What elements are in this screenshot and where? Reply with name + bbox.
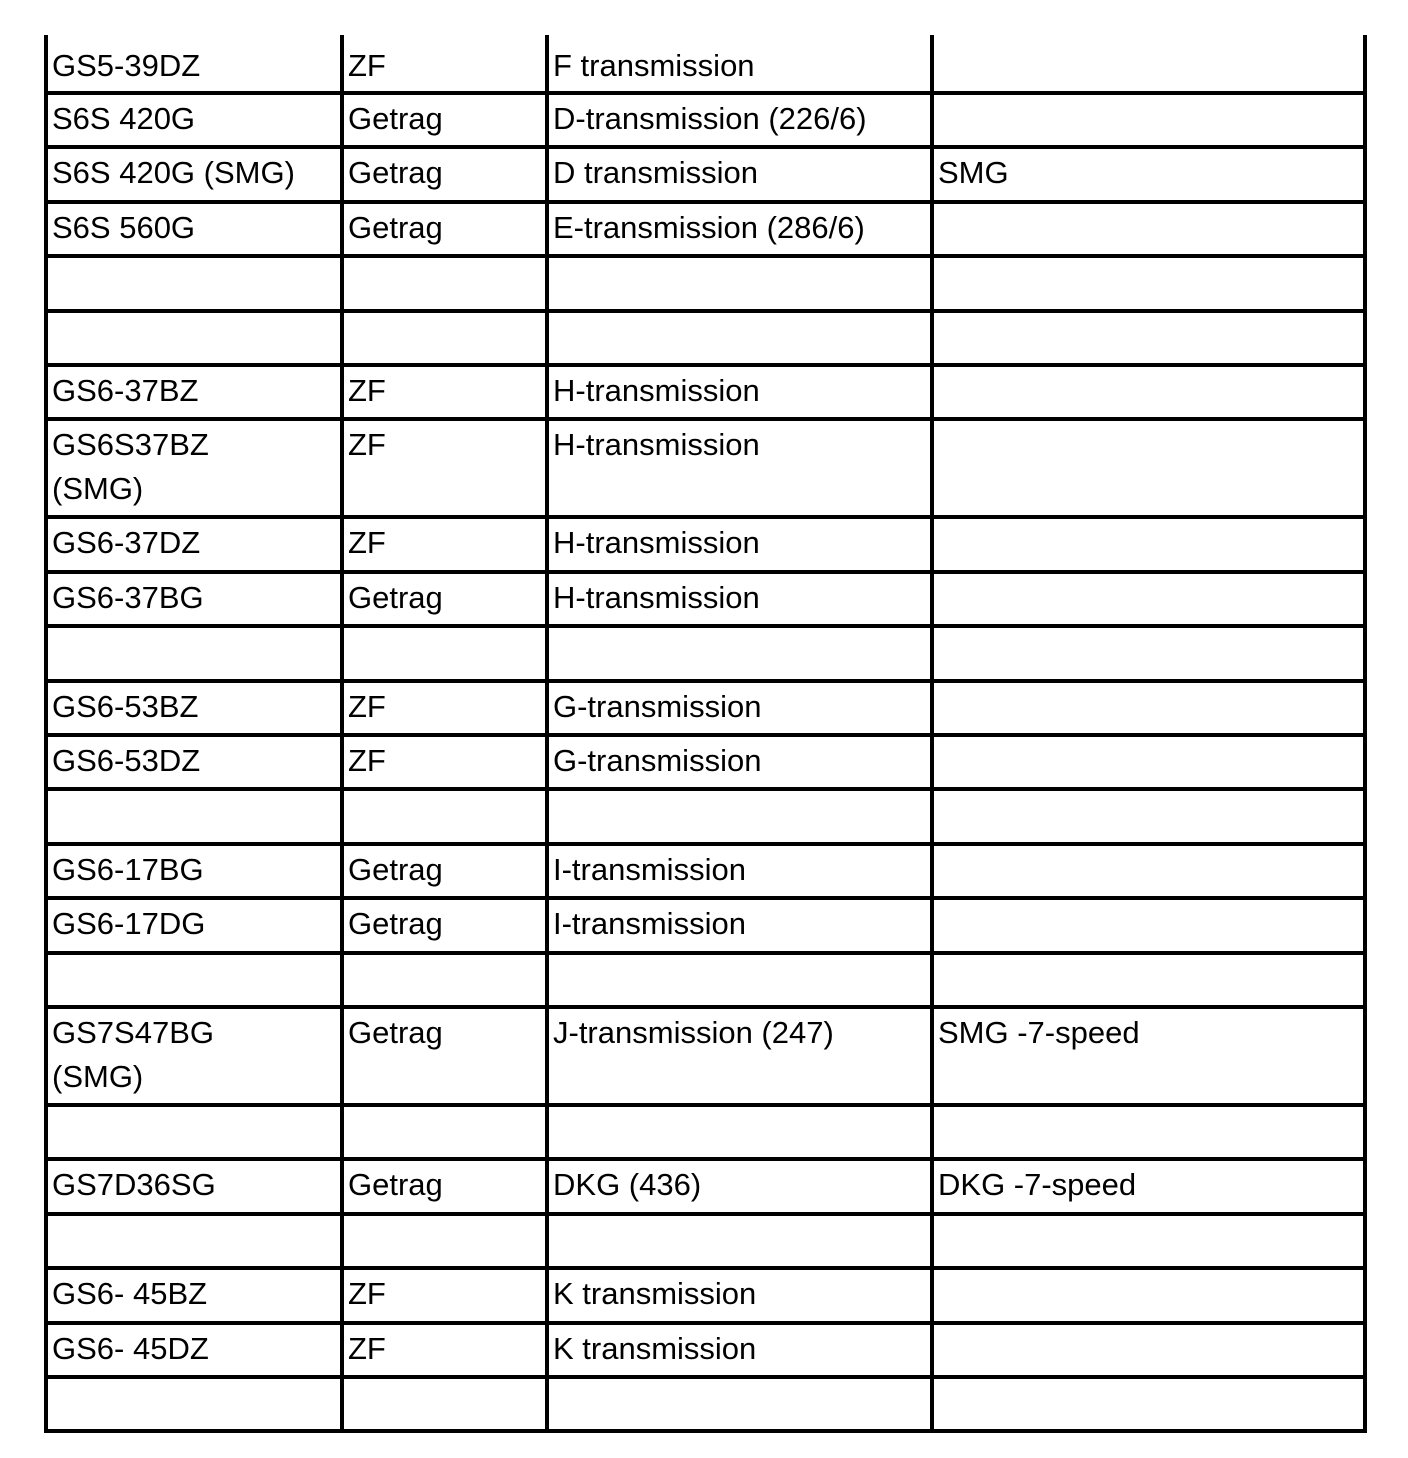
cell-manufacturer: ZF: [348, 525, 386, 561]
cell-model: GS5-39DZ: [52, 48, 201, 83]
cell-manufacturer: Getrag: [348, 906, 443, 942]
cell-model: GS6-37DZ: [52, 525, 201, 561]
row-divider: [44, 1212, 1367, 1216]
row-divider: [44, 200, 1367, 204]
cell-transmission: D transmission: [553, 155, 758, 191]
row-divider: [44, 1005, 1367, 1009]
cell-model: GS6-17BG: [52, 851, 204, 887]
cell-note: SMG -7-speed: [938, 1015, 1140, 1050]
cell-transmission: H-transmission: [553, 427, 760, 463]
cell-transmission: G-transmission: [553, 688, 762, 724]
cell-model: GS6-53BZ: [52, 688, 199, 724]
cell-transmission: I-transmission: [553, 906, 746, 942]
row-divider: [44, 417, 1367, 421]
row-divider: [44, 91, 1367, 95]
cell-manufacturer: ZF: [348, 1330, 386, 1366]
row-divider: [44, 733, 1367, 737]
row-divider: [44, 842, 1367, 846]
row-divider: [44, 309, 1367, 313]
cell-model: GS6-37BG: [52, 579, 204, 615]
cell-transmission: I-transmission: [553, 851, 746, 887]
row-divider: [44, 624, 1367, 628]
cell-manufacturer: ZF: [348, 427, 386, 463]
row-divider: [44, 1103, 1367, 1107]
row-divider: [44, 570, 1367, 574]
cell-model: GS7S47BG (SMG): [52, 1015, 214, 1094]
row-divider: [44, 1321, 1367, 1325]
row-divider: [44, 896, 1367, 900]
cell-manufacturer: ZF: [348, 1276, 386, 1312]
row-divider: [44, 515, 1367, 519]
cell-manufacturer: ZF: [348, 688, 386, 724]
cell-transmission: DKG (436): [553, 1167, 702, 1203]
cell-manufacturer: Getrag: [348, 1015, 443, 1050]
row-divider: [44, 145, 1367, 149]
cell-transmission: H-transmission: [553, 525, 760, 561]
cell-note: SMG: [938, 155, 1009, 191]
row-divider: [44, 679, 1367, 683]
cell-manufacturer: Getrag: [348, 209, 443, 245]
cell-transmission: H-transmission: [553, 579, 760, 615]
cell-manufacturer: Getrag: [348, 155, 443, 191]
cell-transmission: F transmission: [553, 48, 755, 83]
cell-manufacturer: ZF: [348, 373, 386, 408]
cell-transmission: K transmission: [553, 1330, 757, 1366]
row-divider: [44, 1429, 1367, 1433]
row-divider: [44, 254, 1367, 258]
row-divider: [44, 1157, 1367, 1161]
cell-model: GS6-17DG: [52, 906, 206, 942]
cell-model: S6S 420G: [52, 101, 196, 136]
row-divider: [44, 1266, 1367, 1270]
cell-manufacturer: ZF: [348, 48, 386, 83]
cell-transmission: E-transmission (286/6): [553, 209, 865, 245]
cell-transmission: J-transmission (247): [553, 1015, 834, 1050]
cell-manufacturer: Getrag: [348, 101, 443, 136]
cell-manufacturer: Getrag: [348, 851, 443, 887]
cell-model: GS6-37BZ: [52, 373, 199, 408]
cell-transmission: G-transmission: [553, 743, 762, 778]
cell-transmission: K transmission: [553, 1276, 757, 1312]
cell-note: DKG -7-speed: [938, 1167, 1137, 1203]
cell-model: GS6- 45BZ: [52, 1276, 208, 1312]
cell-manufacturer: Getrag: [348, 579, 443, 615]
cell-manufacturer: ZF: [348, 743, 386, 778]
cell-model: GS6-53DZ: [52, 743, 201, 778]
cell-model: GS7D36SG: [52, 1167, 216, 1203]
cell-manufacturer: Getrag: [348, 1167, 443, 1203]
cell-model: GS6S37BZ (SMG): [52, 427, 209, 507]
cell-transmission: H-transmission: [553, 373, 760, 408]
row-divider: [44, 1375, 1367, 1379]
row-divider: [44, 787, 1367, 791]
cell-transmission: D-transmission (226/6): [553, 101, 867, 136]
cell-model: GS6- 45DZ: [52, 1330, 209, 1366]
cell-model: S6S 420G (SMG): [52, 155, 295, 191]
row-divider: [44, 363, 1367, 367]
row-divider: [44, 951, 1367, 955]
cell-model: S6S 560G: [52, 209, 196, 245]
